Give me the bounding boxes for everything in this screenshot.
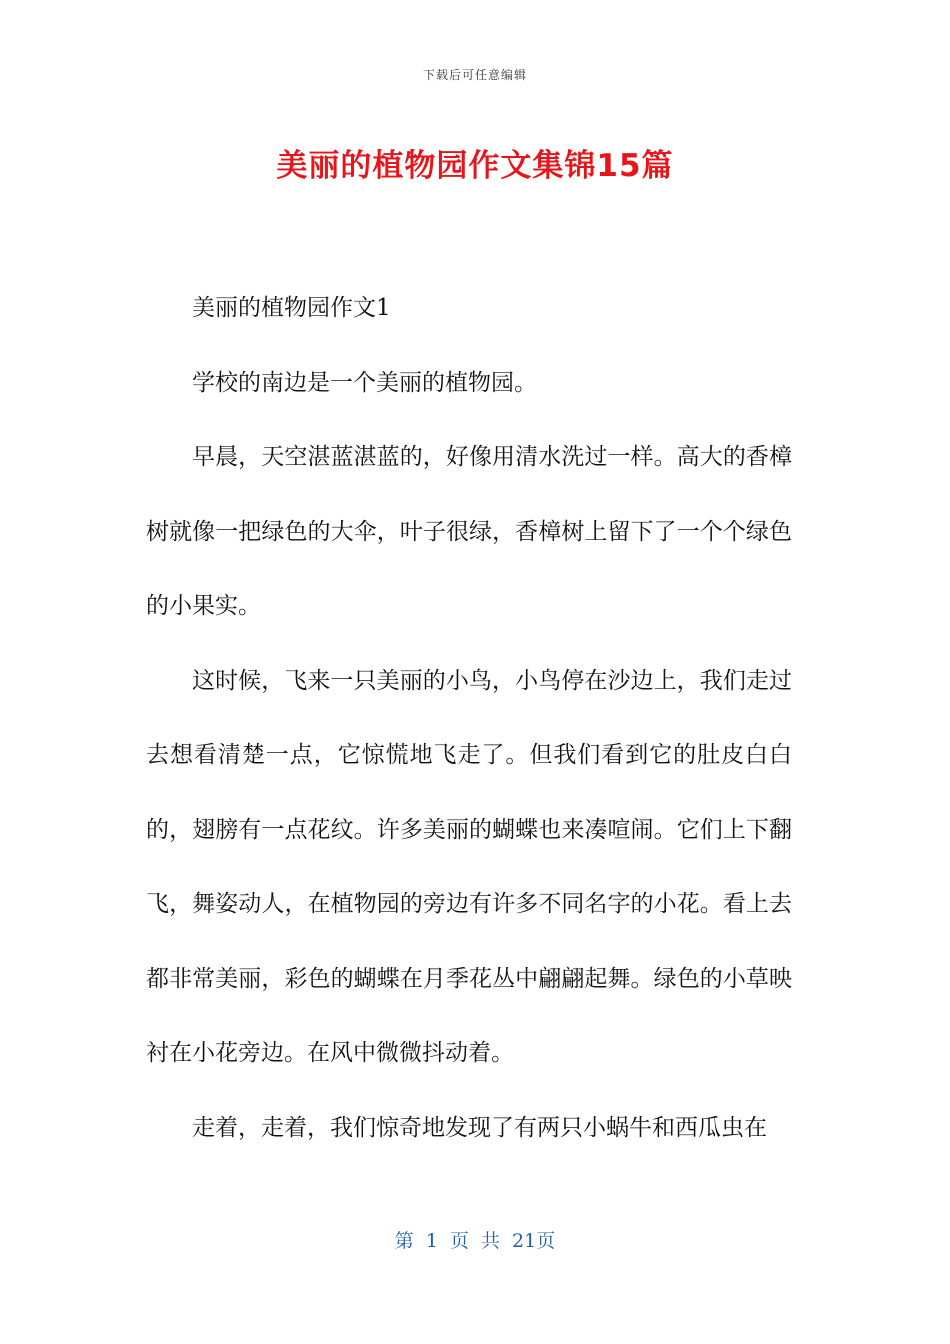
document-title: 美丽的植物园作文集锦15篇	[276, 148, 674, 184]
paragraph: 走着，走着，我们惊奇地发现了有两只小蜗牛和西瓜虫在	[192, 1114, 767, 1141]
paragraph: 学校的南边是一个美丽的植物园。	[192, 369, 537, 396]
header-note: 下载后可任意编辑	[422, 68, 527, 82]
paragraph: 早晨，天空湛蓝湛蓝的，好像用清水洗过一样。高大的香樟树就像一把绿色的大伞，叶子很绿，香樟树上留下了一个个绿色的小果实。	[146, 444, 792, 619]
page-number-footer: 第 1 页 共 21页	[394, 1230, 556, 1252]
paragraph: 这时候，飞来一只美丽的小鸟，小鸟停在沙边上，我们走过去想看清楚一点，它惊慌地飞走了。但我们看到它的肚皮白白的，翅膀有一点花纹。许多美丽的蝴蝶也来凑喧闹。它们上下翻飞，舞姿动人，在植物园的旁边有许多不同名字的小花。看上去都非常美丽，彩色的蝴蝶在月季花丛中翩翩起舞。绿色的小草映衬在小花旁边。在风中微微抖动着。	[146, 667, 792, 1066]
document-body	[146, 271, 792, 1165]
paragraph-essay-heading: 美丽的植物园作文1	[192, 295, 391, 321]
